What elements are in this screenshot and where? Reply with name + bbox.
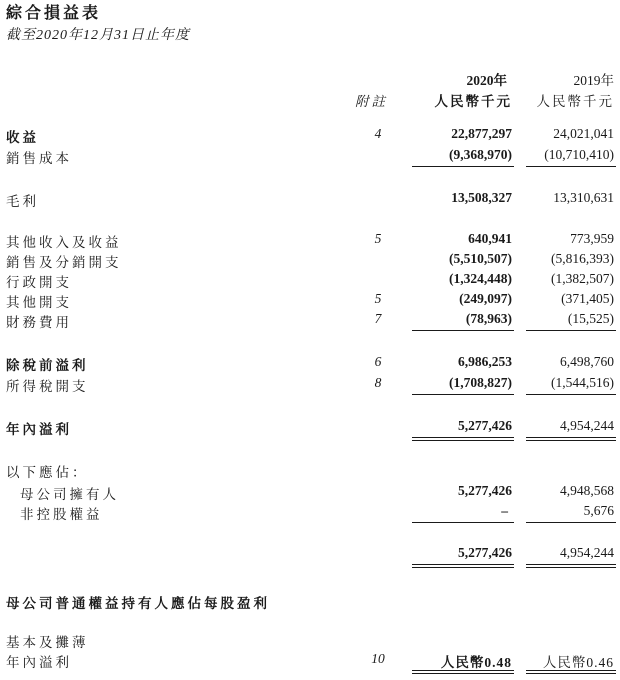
cost-of-sales-2020: (9,368,970) xyxy=(449,147,512,162)
finance-costs-label: 財務費用 xyxy=(6,315,72,330)
col-2020-year: 2020年 xyxy=(466,73,507,88)
selling-expenses-2020: (5,510,507) xyxy=(449,251,512,266)
admin-expenses-label: 行政開支 xyxy=(6,275,72,290)
owners-label: 母公司擁有人 xyxy=(20,487,119,502)
rule xyxy=(526,522,616,523)
other-income-label: 其他收入及收益 xyxy=(6,235,122,250)
revenue-note: 4 xyxy=(374,126,382,141)
other-expenses-2019: (371,405) xyxy=(561,291,614,306)
other-expenses-note: 5 xyxy=(374,291,382,306)
rule xyxy=(412,673,514,674)
total-attrib-2020: 5,277,426 xyxy=(458,545,512,560)
statement-title: 綜合損益表 xyxy=(6,5,102,22)
cost-of-sales-2019: (10,710,410) xyxy=(544,147,614,162)
gross-profit-label: 毛利 xyxy=(6,194,39,209)
admin-expenses-2019: (1,382,507) xyxy=(551,271,614,286)
rule xyxy=(526,567,616,568)
rule xyxy=(412,670,514,671)
owners-2020: 5,277,426 xyxy=(458,483,512,498)
rule xyxy=(526,440,616,441)
eps-2019: 人民幣0.46 xyxy=(542,655,614,670)
cost-of-sales-label: 銷售成本 xyxy=(6,151,72,166)
income-tax-2019: (1,544,516) xyxy=(551,375,614,390)
admin-expenses-2020: (1,324,448) xyxy=(449,271,512,286)
other-income-2020: 640,941 xyxy=(468,231,512,246)
profit-before-tax-2019: 6,498,760 xyxy=(560,354,614,369)
profit-for-year-2020: 5,277,426 xyxy=(458,418,512,433)
rule xyxy=(412,166,514,167)
revenue-2020: 22,877,297 xyxy=(451,126,512,141)
nci-2020: – xyxy=(501,503,508,518)
nci-label: 非控股權益 xyxy=(20,507,103,522)
income-tax-2020: (1,708,827) xyxy=(449,375,512,390)
income-tax-label: 所得稅開支 xyxy=(6,379,89,394)
revenue-label: 收益 xyxy=(6,130,39,145)
eps-2020: 人民幣0.48 xyxy=(440,655,512,670)
col-2019-unit: 人民幣千元 xyxy=(536,94,614,109)
other-expenses-2020: (249,097) xyxy=(459,291,512,306)
finance-costs-note: 7 xyxy=(374,311,382,326)
income-tax-note: 8 xyxy=(374,375,382,390)
rule xyxy=(526,673,616,674)
rule xyxy=(526,437,616,438)
rule xyxy=(412,437,514,438)
rule xyxy=(412,567,514,568)
gross-profit-2019: 13,310,631 xyxy=(553,190,614,205)
other-expenses-label: 其他開支 xyxy=(6,295,72,310)
rule xyxy=(412,330,514,331)
attributable-to-label: 以下應佔： xyxy=(6,465,89,480)
owners-2019: 4,948,568 xyxy=(560,483,614,498)
profit-for-year-2019: 4,954,244 xyxy=(560,418,614,433)
profit-before-tax-label: 除稅前溢利 xyxy=(6,358,89,373)
rule xyxy=(526,564,616,565)
profit-before-tax-note: 6 xyxy=(374,354,382,369)
rule xyxy=(526,330,616,331)
col-2020-unit: 人民幣千元 xyxy=(434,94,512,109)
gross-profit-2020: 13,508,327 xyxy=(451,190,512,205)
finance-costs-2020: (78,963) xyxy=(465,311,512,326)
selling-expenses-label: 銷售及分銷開支 xyxy=(6,255,122,270)
eps-profit-note: 10 xyxy=(371,651,385,666)
eps-profit-label: 年內溢利 xyxy=(6,655,72,670)
revenue-2019: 24,021,041 xyxy=(553,126,614,141)
eps-heading: 母公司普通權益持有人應佔每股盈利 xyxy=(6,596,270,611)
rule xyxy=(412,522,514,523)
col-2019-year: 2019年 xyxy=(573,73,614,88)
profit-for-year-label: 年內溢利 xyxy=(6,422,72,437)
nci-2019: 5,676 xyxy=(583,503,614,518)
rule xyxy=(526,394,616,395)
rule xyxy=(526,166,616,167)
finance-costs-2019: (15,525) xyxy=(567,311,614,326)
selling-expenses-2019: (5,816,393) xyxy=(551,251,614,266)
basic-diluted-label: 基本及攤薄 xyxy=(6,635,89,650)
col-note-header: 附註 xyxy=(355,94,388,109)
rule xyxy=(412,564,514,565)
rule xyxy=(412,440,514,441)
statement-subtitle: 截至2020年12月31日止年度 xyxy=(6,28,190,43)
other-income-note: 5 xyxy=(374,231,382,246)
rule xyxy=(526,670,616,671)
other-income-2019: 773,959 xyxy=(570,231,614,246)
total-attrib-2019: 4,954,244 xyxy=(560,545,614,560)
profit-before-tax-2020: 6,986,253 xyxy=(458,354,512,369)
rule xyxy=(412,394,514,395)
